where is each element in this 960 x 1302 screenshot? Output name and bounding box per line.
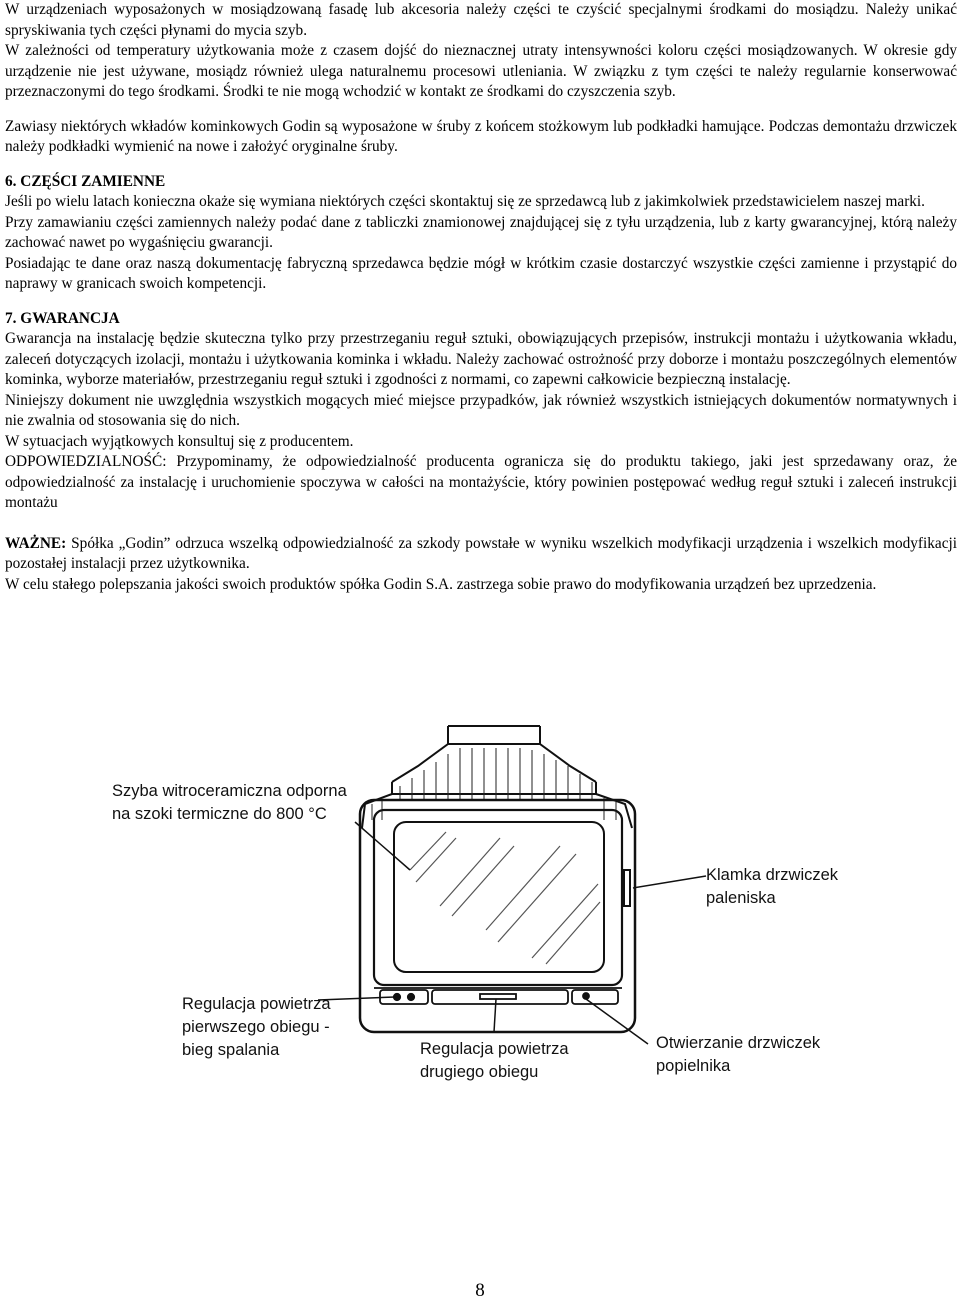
glass-panel xyxy=(394,822,604,972)
door-handle xyxy=(624,870,630,906)
fireplace-figure xyxy=(0,720,960,1100)
important-text: Spółka „Godin” odrzuca wszelką odpowiedzialność za szkody powstałe w wyniku wszelkich modyfikacji urządzenia i wszelkich modyfikacji pozostałej instalacji przez użytkownika. xyxy=(5,534,957,572)
section-6-paragraph: Posiadając te dane oraz naszą dokumentację fabryczną sprzedawca będzie mógł w krótkim czasie dostarczyć wszystkie części zamienne i przystąpić do naprawy w granicach swoich kompetencji. xyxy=(5,254,957,292)
section-7-paragraph: ODPOWIEDZIALNOŚĆ: Przypominamy, że odpowiedzialność producenta ogranicza się do produktu takiego, jaki jest sprzedawany oraz, że odpowiedzialność za instalację i uruchomienie spoczywa w całości na montażyście, który powinien postępować według reguł sztuki i zaleceń instrukcji montażu xyxy=(5,453,957,511)
section-7-title: 7. GWARANCJA xyxy=(5,309,120,327)
hood-outline xyxy=(392,726,596,794)
intro-paragraph-2: W zależności od temperatury użytkowania może z czasem dojść do nieznacznej utraty intensywności koloru części mosiądzowanych. W okresie gdy urządzenie nie jest używane, mosiądz również ulega naturalnemu procesowi utleniania. W związku z tym części te należy regularnie konserwować przeznaczonymi do tego środkami. Środki te nie mogą wchodzić w kontakt ze środkami do czyszczenia szyb. xyxy=(5,42,957,100)
section-6-paragraph: Jeśli po wielu latach konieczna okaże się wymiana niektórych części skontaktuj się ze sprzedawcą lub z jakimkolwiek przedstawicielem naszej marki. xyxy=(5,193,926,210)
section-7-paragraph: Niniejszy dokument nie uwzględnia wszystkich mogących mieć miejsce przypadków, jak również wszystkich istniejących dokumentów normatywnych i nie zwalnia od stosowania się do nich. xyxy=(5,391,957,429)
section-6-paragraph: Przy zamawianiu części zamiennych należy podać dane z tabliczki znamionowej znajdującej się z tyłu urządzenia, lub z karty gwarancyjnej, którą należy zachować nawet po wygaśnięciu gwarancji. xyxy=(5,213,957,251)
section-7-paragraph: Gwarancja na instalację będzie skuteczna tylko przy przestrzeganiu reguł sztuki, obowiązujących przepisów, instrukcji montażu i użytkowania wkładu, zaleceń dotyczących izolacji, montażu i użytkowania kominka i wkładu. Należy zachować ostrożność przy doborze i montażu poszczególnych elementów kominka, wyborze materiałów, przestrzeganiu reguł sztuki i zgodności z normami, co zapewni całkowicie bezpieczną instalację. xyxy=(5,330,957,388)
section-6-title: 6. CZĘŚCI ZAMIENNE xyxy=(5,172,166,190)
page-number: 8 xyxy=(475,1280,485,1301)
handle-label: Klamka drzwiczek paleniska xyxy=(706,866,839,907)
handle-leader xyxy=(633,876,706,888)
important-note xyxy=(5,534,957,575)
secondary-air-label: Regulacja powietrza drugiego obiegu xyxy=(420,1040,569,1081)
document-body xyxy=(5,0,957,595)
important-label: WAŻNE: xyxy=(5,534,67,552)
intro-paragraph-1: W urządzeniach wyposażonych w mosiądzowaną fasadę lub akcesoria należy części te czyścić specjalnymi środkami do mosiądzu. Należy unikać spryskiwania tych części płynami do mycia szyb. xyxy=(5,1,957,39)
section-7-paragraph: W sytuacjach wyjątkowych konsultuj się z producentem. xyxy=(5,432,354,450)
primary-air-label: Regulacja powietrza pierwszego obiegu - bieg spalania xyxy=(182,995,331,1059)
important-note-2: W celu stałego polepszania jakości swoich produktów spółka Godin S.A. zastrzega sobie prawo do modyfikowania urządzeń bez uprzedzenia. xyxy=(5,575,877,593)
control-panel xyxy=(374,988,622,1004)
hinges-paragraph: Zawiasy niektórych wkładów kominkowych Godin są wyposażone w śruby z końcem stożkowym lub podkładki hamujące. Podczas demontażu drzwiczek należy podkładki wymienić na nowe i założyć oryginalne śruby. xyxy=(5,117,957,155)
glass-label: Szyba witroceramiczna odporna na szoki termiczne do 800 °C xyxy=(112,782,347,823)
ashpan-leader xyxy=(586,999,648,1044)
ashpan-label: Otwierzanie drzwiczek popielnika xyxy=(656,1034,821,1075)
